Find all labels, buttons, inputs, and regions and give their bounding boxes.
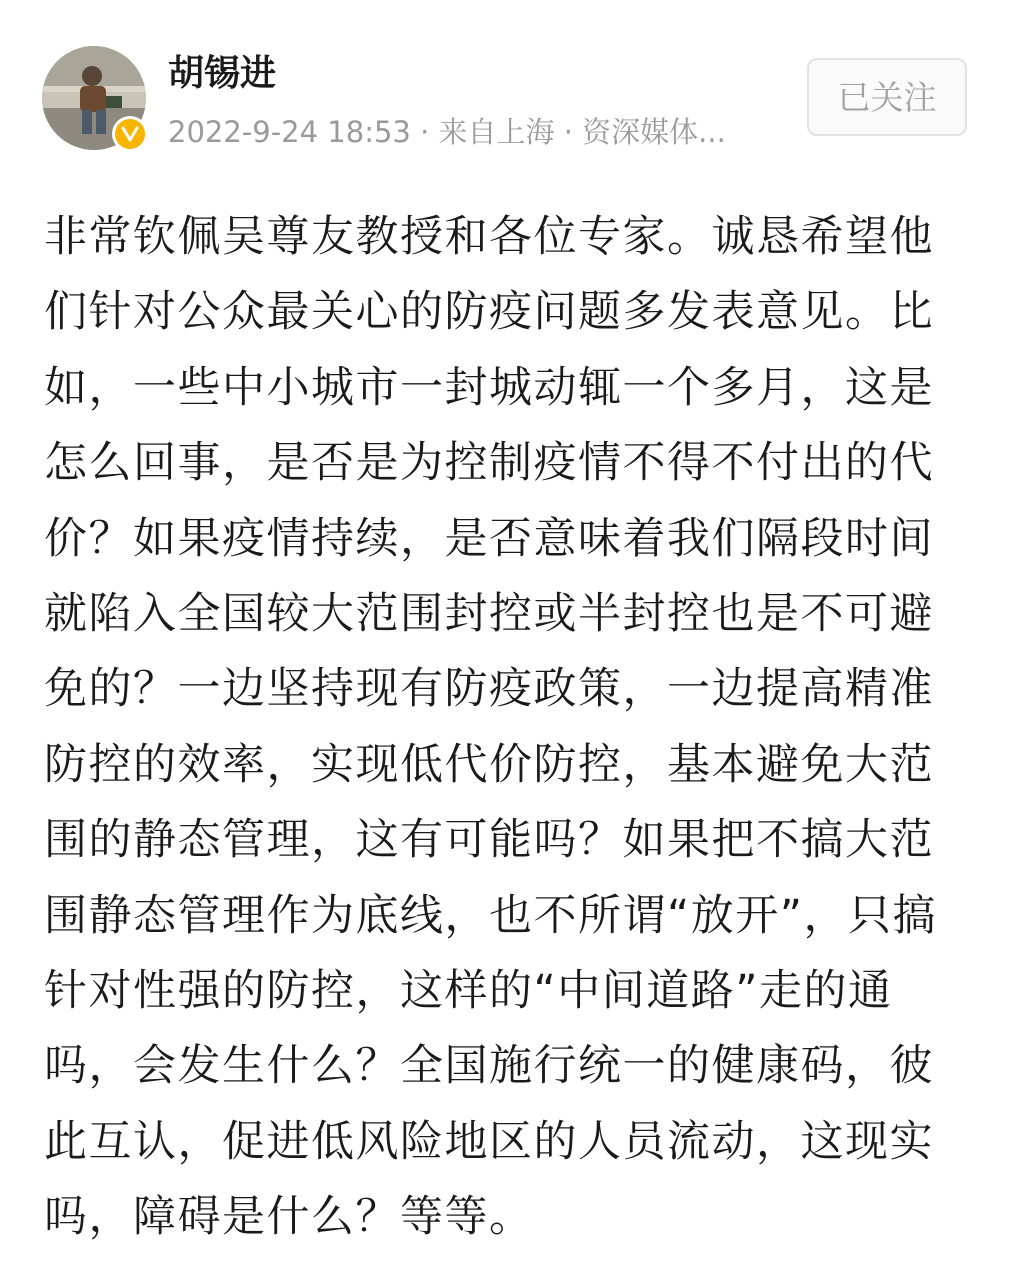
post-text-line: 防控的效率，实现低代价防控，基本避免大范 <box>44 739 934 790</box>
post-text-line: 价？如果疫情持续，是否意味着我们隔段时间 <box>44 513 934 564</box>
author-avatar[interactable] <box>42 46 146 150</box>
post-header <box>0 0 1012 180</box>
post-text-line: 如，一些中小城市一封城动辄一个多月，这是 <box>44 362 934 413</box>
post-text-line: 围的静态管理，这有可能吗？如果把不搞大范 <box>44 815 934 866</box>
post-text-line: 免的？一边坚持现有防疫政策，一边提高精准 <box>44 664 934 715</box>
post-meta: 2022-9-24 18:53 · 来自上海 · 资深媒体... <box>168 115 726 149</box>
post-text-line: 此互认，促进低风险地区的人员流动，这现实 <box>44 1116 934 1167</box>
post-text-line: 非常钦佩吴尊友教授和各位专家。诚恳希望他 <box>44 212 934 262</box>
post-text-line: 们针对公众最关心的防疫问题多发表意见。比 <box>44 287 934 338</box>
verified-v-icon <box>115 119 145 149</box>
post-text-line: 围静态管理作为底线，也不所谓“放开”，只搞 <box>44 890 938 941</box>
post-text-line: 吗，会发生什么？全国施行统一的健康码，彼 <box>44 1041 934 1092</box>
post-text-line: 吗，障碍是什么？等等。 <box>44 1192 534 1243</box>
verified-badge <box>112 116 148 152</box>
post-body <box>44 200 944 1255</box>
post-text-line: 就陷入全国较大范围封控或半封控也是不可避 <box>44 588 934 639</box>
post-text-line: 针对性强的防控，这样的“中间道路”走的通 <box>44 965 893 1016</box>
post-text-line: 怎么回事，是否是为控制疫情不得不付出的代 <box>44 438 934 489</box>
author-name[interactable]: 胡锡进 <box>168 53 277 94</box>
follow-button[interactable]: 已关注 <box>807 58 967 136</box>
